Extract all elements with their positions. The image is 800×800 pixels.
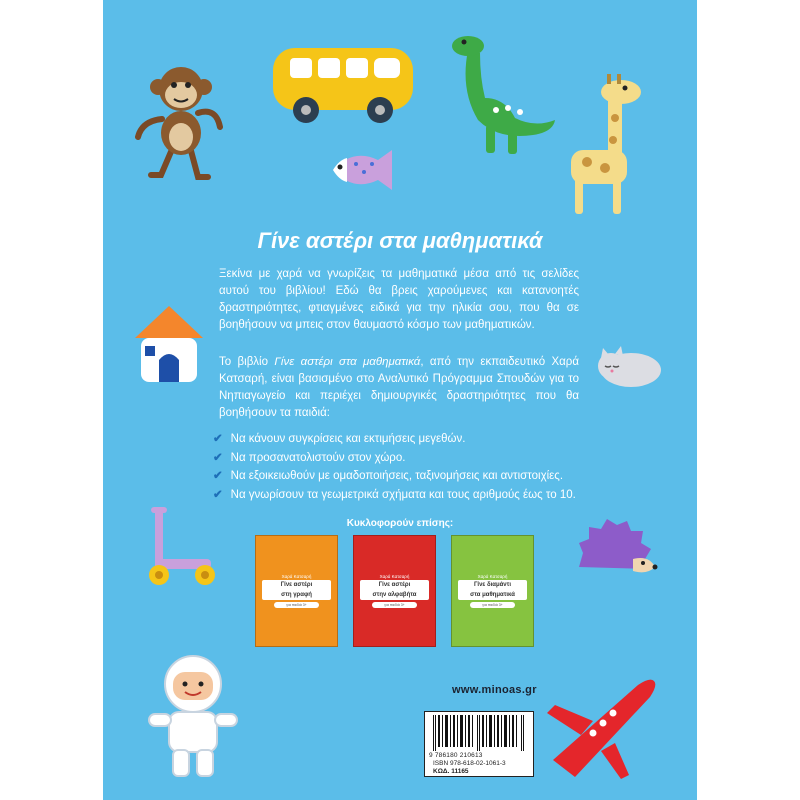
book-author: Χαρά Κατσαρή xyxy=(281,574,312,579)
book-author: Χαρά Κατσαρή xyxy=(379,574,410,579)
book-thumbnail-1 xyxy=(255,535,338,647)
book-title-line1: Γίνε αστέρι xyxy=(378,582,411,588)
book-title: Γίνε αστέρι στα μαθηματικά xyxy=(257,228,543,253)
also-available-label: Κυκλοφορούν επίσης: xyxy=(346,518,454,529)
dinosaur-illustration xyxy=(438,30,558,160)
book-author: Χαρά Κατσαρή xyxy=(477,574,508,579)
description-paragraph xyxy=(219,354,579,422)
book-age: για παιδιά 3+ xyxy=(470,602,515,608)
astronaut-illustration xyxy=(143,650,243,780)
list-item-text: Να εξοικειωθούν με ομαδοποιήσεις, ταξινομήσεις και αντιστοιχίες. xyxy=(230,470,564,482)
check-icon: ✔ xyxy=(213,488,223,501)
description-rest: , από την εκπαιδευτικό Χαρά Κατσαρή, είναι βασισμένο στο Αναλυτικό Πρόγραμμα Σπουδών για το Νηπιαγωγείο και περιέχει δημιουργικές δραστηριότητες που θα βοηθήσουν τα παιδιά: xyxy=(219,356,579,419)
book-back-cover xyxy=(103,0,697,800)
fish-illustration xyxy=(328,148,398,193)
book-thumbnail-3 xyxy=(451,535,534,647)
check-icon: ✔ xyxy=(213,451,223,464)
monkey-illustration xyxy=(128,55,238,185)
book-title-line1: Γίνε αστέρι xyxy=(280,582,313,588)
book-thumbnail-title xyxy=(360,580,429,600)
list-item xyxy=(213,449,576,468)
list-item xyxy=(213,486,576,505)
check-icon: ✔ xyxy=(213,433,223,445)
hedgehog-illustration xyxy=(573,515,658,585)
cat-illustration xyxy=(593,340,663,390)
check-icon: ✔ xyxy=(213,470,223,482)
book-title-line1: Γίνε διαμάντι xyxy=(474,582,511,588)
house-illustration xyxy=(131,300,206,385)
list-item-text: Να προσανατολιστούν στον χώρο. xyxy=(230,451,406,464)
bus-illustration xyxy=(268,40,418,130)
giraffe-illustration xyxy=(563,70,663,220)
scooter-illustration xyxy=(141,505,221,590)
description-intro: Το βιβλίο xyxy=(219,356,275,368)
list-item-text: Να κάνουν συγκρίσεις και εκτιμήσεις μεγεθών. xyxy=(230,433,466,445)
book-age: για παιδιά 3+ xyxy=(372,602,417,608)
book-title-line2: στα μαθηματικά xyxy=(470,592,515,598)
barcode-digits: 9 786180 210613 xyxy=(429,752,483,759)
book-title-line2: στη γραφή xyxy=(281,592,312,598)
learning-goals-list xyxy=(213,430,576,504)
book-age: για παιδιά 3+ xyxy=(274,602,319,608)
description-book-title: Γίνε αστέρι στα μαθηματικά xyxy=(274,356,421,368)
barcode-block xyxy=(424,711,534,777)
barcode-icon xyxy=(431,715,527,751)
list-item-text: Να γνωρίσουν τα γεωμετρικά σχήματα και τους αριθμούς έως το 10. xyxy=(230,488,576,501)
airplane-illustration xyxy=(543,665,663,780)
list-item xyxy=(213,467,576,486)
list-item xyxy=(213,430,576,449)
book-thumbnail-title xyxy=(458,580,527,600)
book-thumbnail-title xyxy=(262,580,331,600)
intro-paragraph: Ξεκίνα με χαρά να γνωρίζεις τα μαθηματικά μέσα από τις σελίδες αυτού του βιβλίου! Εδώ θα βρεις χαρούμενες και κατανοητές δραστηριότητες, φτιαγμένες ειδικά για την ηλικία σου, που θα σε βοηθήσουν να μπεις στον θαυμαστό κόσμο των μαθηματικών. xyxy=(219,268,579,331)
book-thumbnail-2 xyxy=(353,535,436,647)
product-code: ΚΩΔ. 11165 xyxy=(433,768,469,775)
isbn-number: ISBN 978-618-02-1061-3 xyxy=(433,760,506,767)
publisher-website: www.minoas.gr xyxy=(452,684,537,696)
book-title-line2: στην αλφαβήτα xyxy=(372,592,417,598)
